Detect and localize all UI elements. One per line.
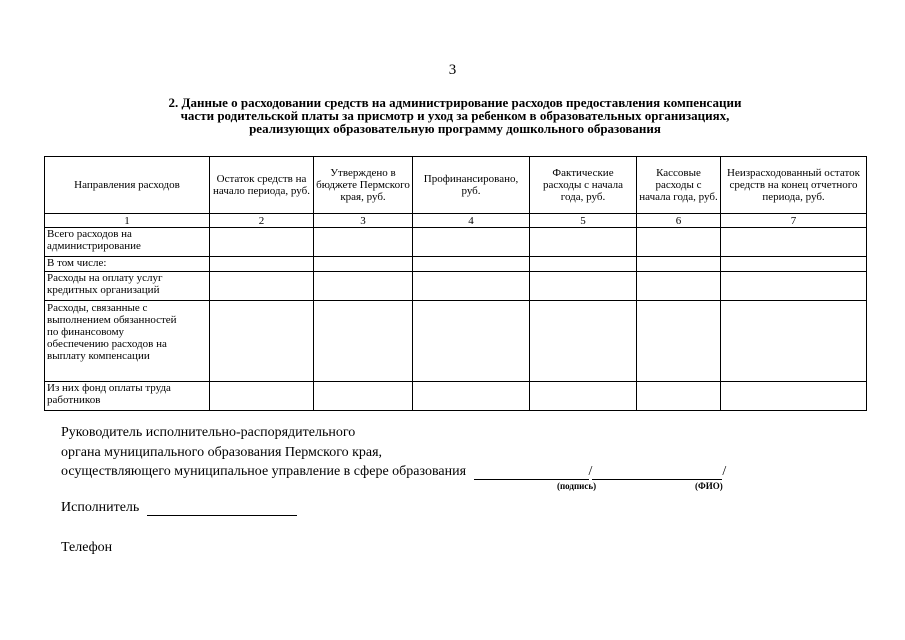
column-number: 3 bbox=[314, 214, 413, 228]
name-blank bbox=[592, 465, 722, 480]
table-cell bbox=[530, 382, 637, 411]
table-cell bbox=[210, 272, 314, 301]
table-cell bbox=[210, 228, 314, 257]
column-header: Кассовые расходы с начала года, руб. bbox=[637, 157, 721, 214]
section-title-line-2: части родительской платы за присмотр и уход за ребенком в образовательных организациях, bbox=[180, 108, 730, 123]
row-label: Всего расходов на администрирование bbox=[45, 228, 210, 257]
table-cell bbox=[530, 228, 637, 257]
column-header: Неизрасходованный остаток средств на конец отчетного периода, руб. bbox=[721, 157, 867, 214]
separator-slash: / bbox=[588, 464, 593, 479]
column-header: Профинансировано, руб. bbox=[413, 157, 530, 214]
column-header: Утверждено в бюджете Пермского края, руб. bbox=[314, 157, 413, 214]
table-cell bbox=[530, 257, 637, 272]
table-cell bbox=[413, 228, 530, 257]
table-cell bbox=[413, 301, 530, 382]
table-cell bbox=[637, 228, 721, 257]
table-cell bbox=[637, 272, 721, 301]
phone-label: Телефон bbox=[61, 540, 113, 555]
table-cell bbox=[721, 382, 867, 411]
table-cell bbox=[314, 272, 413, 301]
table-cell bbox=[413, 382, 530, 411]
row-label-text: Расходы, связанные с выполнением обязанностей по финансовому обеспечению расходов на выплату компенсации bbox=[47, 302, 177, 362]
column-header: Фактические расходы с начала года, руб. bbox=[530, 157, 637, 214]
column-header: Остаток средств на начало периода, руб. bbox=[210, 157, 314, 214]
table-row bbox=[45, 382, 867, 411]
table-cell bbox=[721, 272, 867, 301]
section-title-line-1: 2. Данные о расходовании средств на администрирование расходов предоставления компенсации bbox=[168, 95, 742, 110]
name-caption: (ФИО) bbox=[695, 481, 723, 491]
table-row bbox=[45, 257, 867, 272]
table-cell bbox=[721, 257, 867, 272]
table-cell bbox=[314, 257, 413, 272]
section-title bbox=[105, 96, 805, 135]
table-cell bbox=[637, 301, 721, 382]
executor-line bbox=[61, 500, 297, 516]
table-cell bbox=[637, 257, 721, 272]
executor-blank bbox=[147, 501, 297, 516]
column-number: 6 bbox=[637, 214, 721, 228]
row-label: Из них фонд оплаты труда работников bbox=[45, 382, 210, 411]
signature-line-3 bbox=[61, 464, 726, 480]
table-header-row bbox=[45, 157, 867, 214]
table-row bbox=[45, 228, 867, 257]
signature-blank bbox=[474, 465, 589, 480]
column-number: 1 bbox=[45, 214, 210, 228]
page-number: 3 bbox=[448, 62, 457, 78]
column-number-row bbox=[45, 214, 867, 228]
table-cell bbox=[530, 272, 637, 301]
table-cell bbox=[721, 228, 867, 257]
section-title-line-3: реализующих образовательную программу дошкольного образования bbox=[249, 121, 661, 136]
table-row bbox=[45, 301, 867, 382]
table-row bbox=[45, 272, 867, 301]
executor-label: Исполнитель bbox=[61, 500, 140, 515]
column-number: 5 bbox=[530, 214, 637, 228]
signature-caption: (подпись) bbox=[557, 481, 597, 491]
signature-line-3-text: осуществляющего муниципальное управление в сфере образования bbox=[61, 464, 467, 479]
column-number: 2 bbox=[210, 214, 314, 228]
column-header: Направления расходов bbox=[45, 157, 210, 214]
row-label: В том числе: bbox=[45, 257, 210, 272]
table-cell bbox=[210, 382, 314, 411]
table-cell bbox=[314, 228, 413, 257]
table-cell bbox=[314, 301, 413, 382]
row-label: Расходы на оплату услуг кредитных организаций bbox=[45, 272, 210, 301]
table-cell bbox=[637, 382, 721, 411]
column-number: 4 bbox=[413, 214, 530, 228]
table-cell bbox=[530, 301, 637, 382]
table-cell bbox=[413, 272, 530, 301]
signature-line-2: органа муниципального образования Пермского края, bbox=[61, 445, 383, 460]
table-cell bbox=[210, 301, 314, 382]
signature-line-1: Руководитель исполнительно-распорядительного bbox=[61, 425, 356, 440]
table-cell bbox=[314, 382, 413, 411]
row-label bbox=[45, 301, 210, 382]
table-cell bbox=[413, 257, 530, 272]
table-cell bbox=[721, 301, 867, 382]
separator-slash: / bbox=[722, 464, 727, 479]
table-cell bbox=[210, 257, 314, 272]
column-number: 7 bbox=[721, 214, 867, 228]
expenses-table bbox=[44, 156, 867, 411]
